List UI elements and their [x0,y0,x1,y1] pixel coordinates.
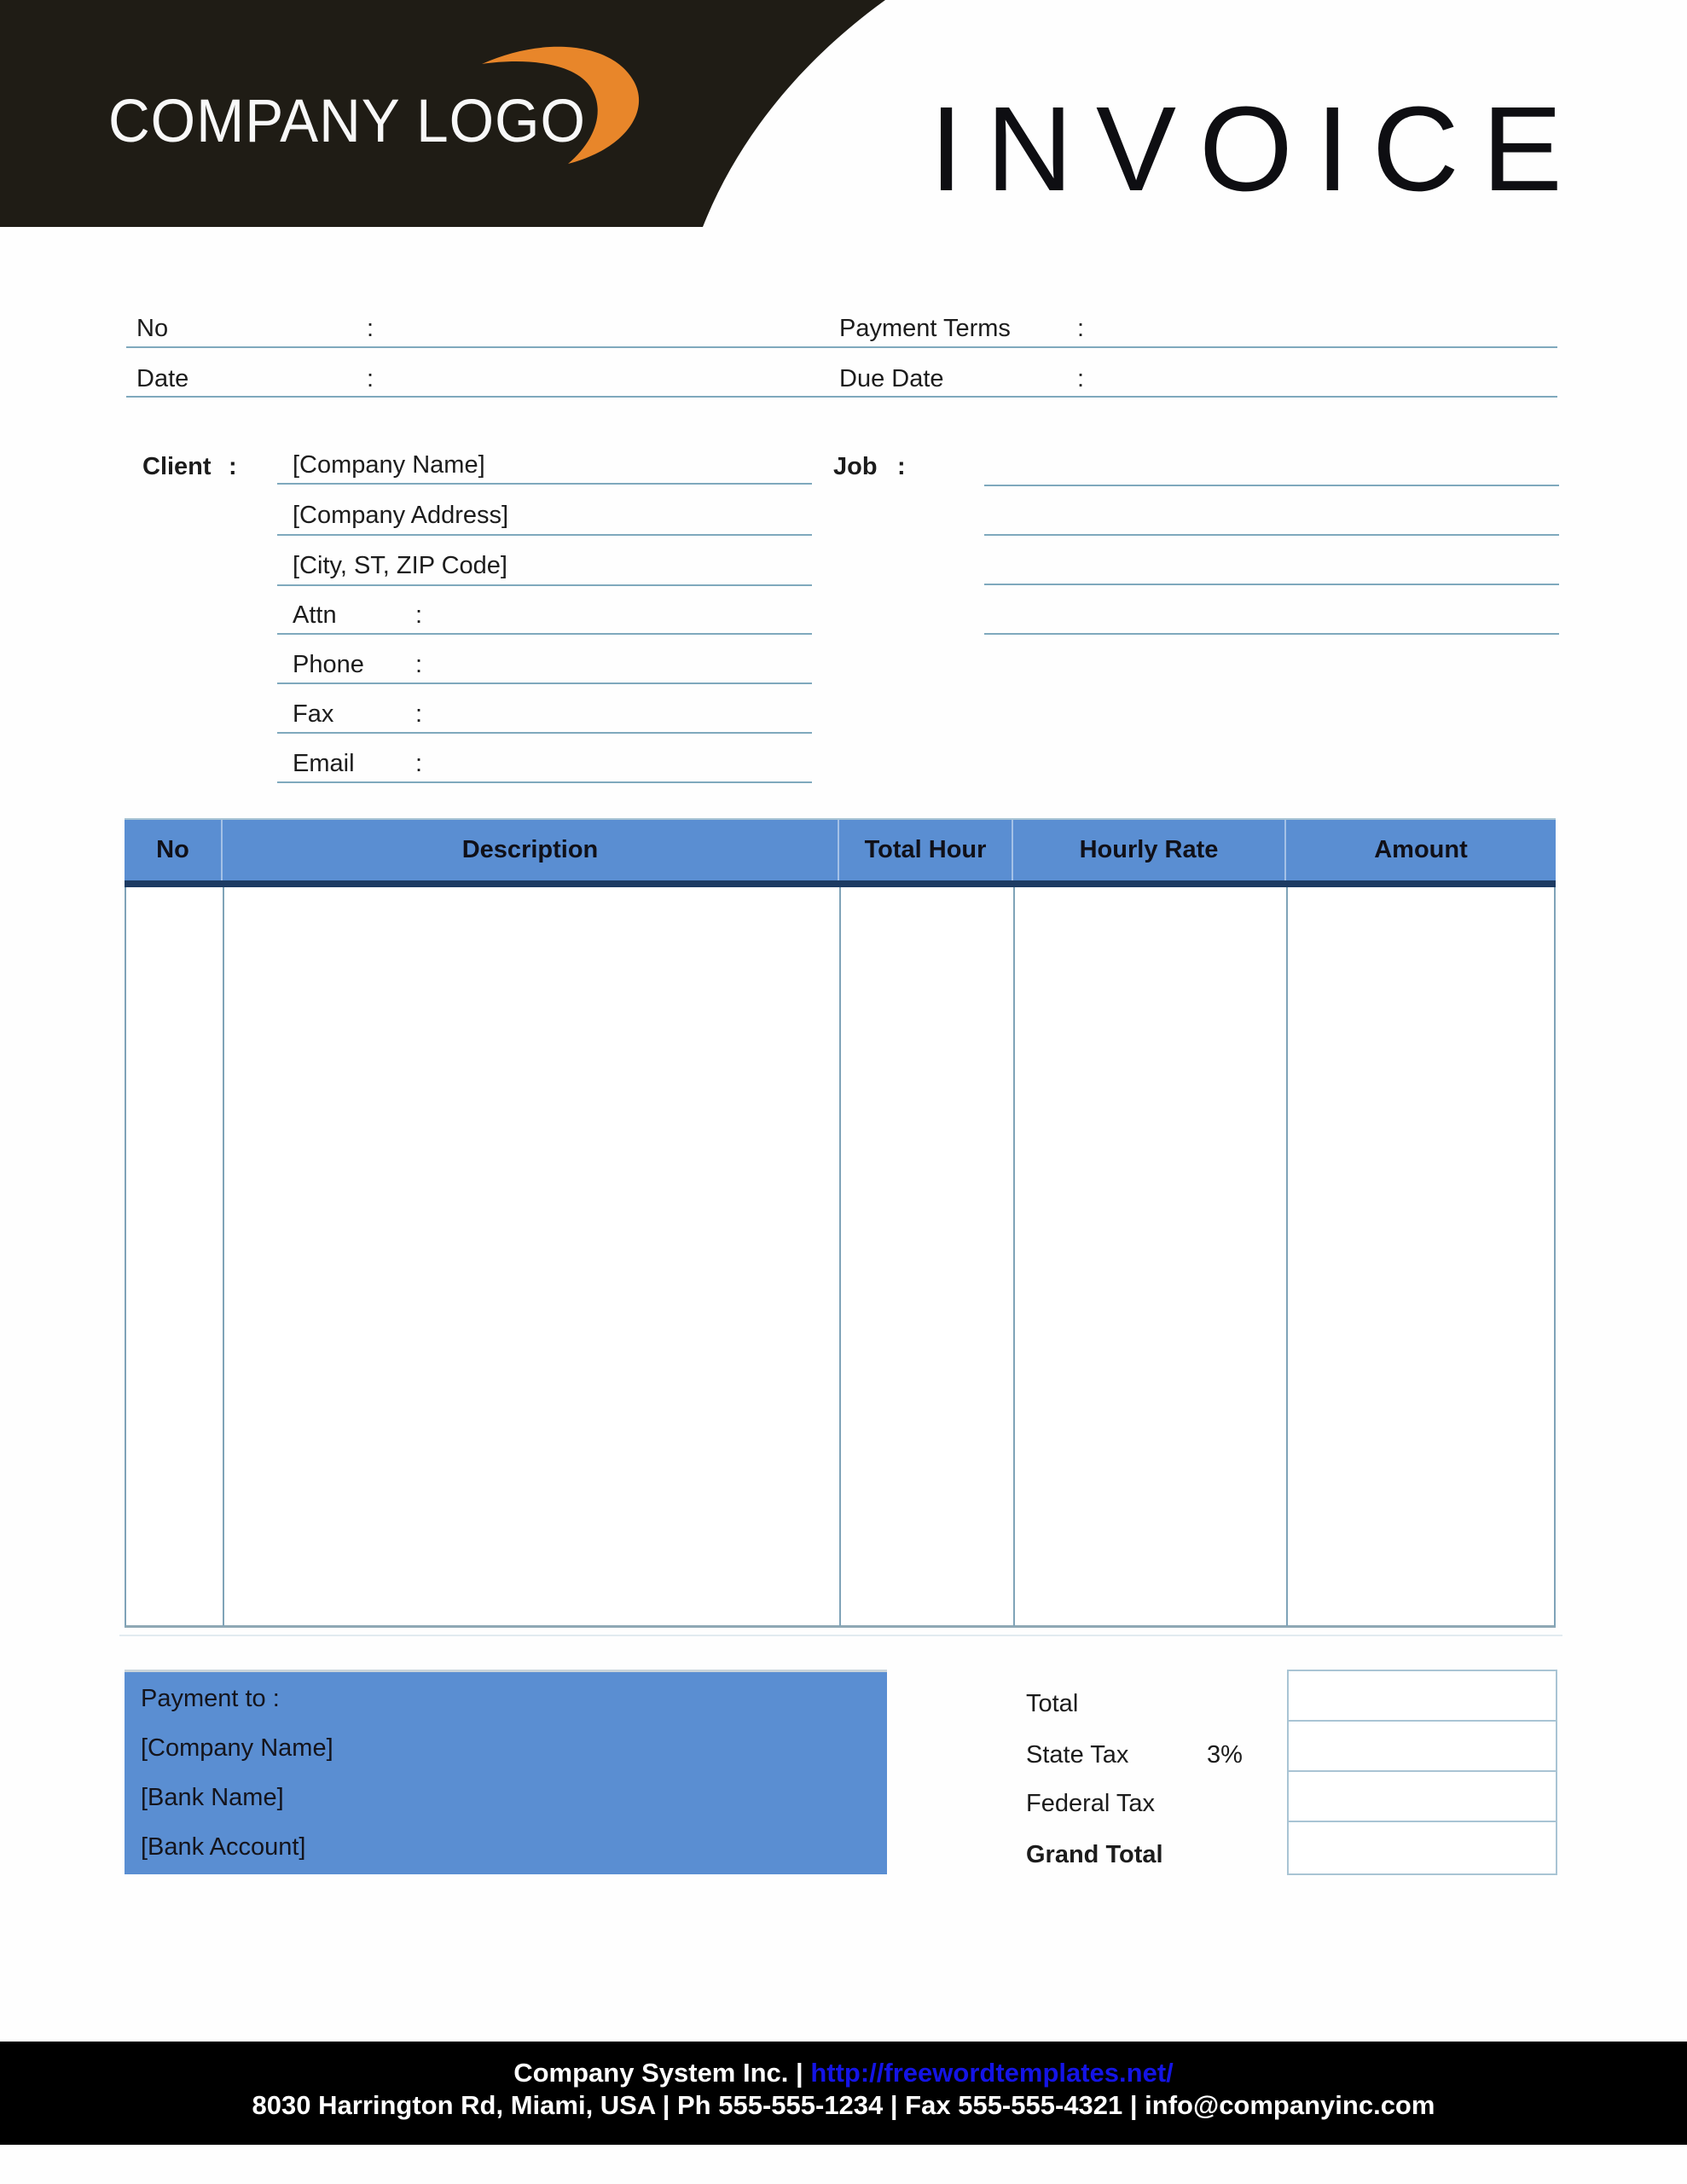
client-email-line[interactable] [277,781,812,783]
client-fax-line[interactable] [277,732,812,734]
state-tax-value-box[interactable] [1289,1722,1556,1772]
client-attn-colon: : [415,601,423,629]
footer-company-line [0,2059,1687,2088]
payment-info-box [125,1670,887,1874]
client-phone-colon: : [415,651,423,678]
column-header-hourly-rate: Hourly Rate [1013,820,1286,880]
client-company-address-placeholder[interactable]: [Company Address] [293,502,509,529]
column-header-amount: Amount [1374,836,1468,863]
client-email-label: Email [293,750,355,777]
column-header-description: Description [223,820,839,880]
client-city-line[interactable] [277,584,812,586]
no-row-line[interactable] [126,346,1557,348]
payment-to-label: Payment to : [141,1685,280,1712]
logo-swoosh-icon [476,38,655,167]
job-line-4[interactable] [984,633,1559,635]
column-header-no: No [125,820,223,880]
job-line-2[interactable] [984,534,1559,536]
client-phone-line[interactable] [277,682,812,684]
footer-address-line: 8030 Harrington Rd, Miami, USA | Ph 555-555-1234 | Fax 555-555-4321 | info@companyinc.com [252,2090,1435,2120]
client-phone-label: Phone [293,651,364,678]
col-divider-no-description [223,887,224,1626]
table-bottom-hairline [119,1635,1562,1636]
no-colon: : [367,315,374,342]
due-date-colon: : [1077,365,1085,392]
client-section-label: Client [142,453,212,480]
footer-separator: | [796,2058,803,2088]
job-line-1[interactable] [984,485,1559,486]
date-row-line[interactable] [126,396,1557,398]
job-section-colon: : [897,453,906,480]
company-logo: COMPANY LOGO [108,88,586,155]
client-fax-colon: : [415,700,423,728]
footer-company-name: Company System Inc. [513,2058,789,2088]
client-fax-label: Fax [293,700,334,728]
state-tax-rate: 3% [1207,1741,1243,1769]
due-date-label: Due Date [839,365,944,392]
payment-company-name-placeholder[interactable]: [Company Name] [141,1734,333,1762]
footer-website-link[interactable]: http://freewordtemplates.net/ [810,2058,1174,2088]
items-table-header-underline [125,880,1556,887]
col-divider-hourlyrate-amount [1286,887,1288,1626]
footer-band [0,2042,1687,2145]
payment-bank-account-placeholder[interactable]: [Bank Account] [141,1833,306,1861]
job-line-3[interactable] [984,584,1559,585]
header-band [0,0,1687,229]
date-colon: : [367,365,374,392]
total-value-box[interactable] [1289,1671,1556,1722]
client-company-name-line[interactable] [277,483,812,485]
payment-terms-label: Payment Terms [839,315,1011,342]
federal-tax-value-box[interactable] [1289,1772,1556,1822]
no-label: No [136,315,169,342]
col-divider-description-totalhour [839,887,841,1626]
state-tax-label: State Tax [1026,1741,1129,1769]
totals-value-boxes [1287,1670,1557,1875]
client-section-colon: : [229,453,237,480]
client-attn-label: Attn [293,601,337,629]
federal-tax-label: Federal Tax [1026,1790,1155,1817]
client-attn-line[interactable] [277,633,812,635]
items-table-header [125,820,1556,880]
payment-terms-colon: : [1077,315,1085,342]
client-city-placeholder[interactable]: [City, ST, ZIP Code] [293,552,507,579]
client-email-colon: : [415,750,423,777]
column-header-total-hour: Total Hour [839,820,1013,880]
grand-total-label: Grand Total [1026,1841,1163,1868]
payment-bank-name-placeholder[interactable]: [Bank Name] [141,1784,284,1811]
invoice-title: INVOICE [930,81,1586,216]
job-section-label: Job [833,453,878,480]
grand-total-value-box[interactable] [1289,1822,1556,1872]
client-company-address-line[interactable] [277,534,812,536]
col-divider-totalhour-hourlyrate [1013,887,1015,1626]
date-label: Date [136,365,189,392]
total-label: Total [1026,1690,1079,1717]
client-company-name-placeholder[interactable]: [Company Name] [293,451,485,479]
